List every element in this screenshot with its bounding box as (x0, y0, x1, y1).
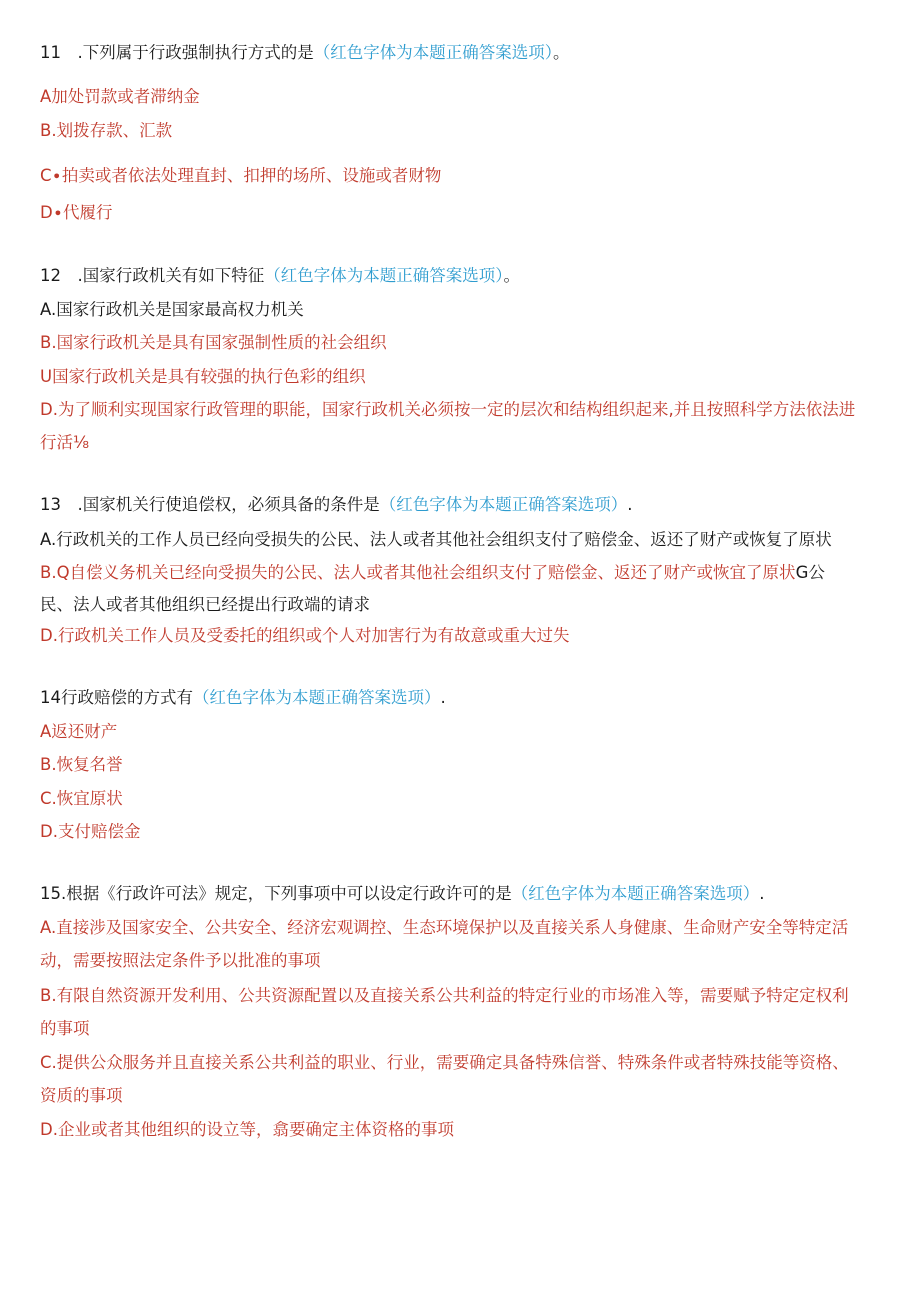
question-13-option-b: B.Q自偿义务机关已经向受损失的公民、法人或者其他社会组织支付了赔偿金、返还了财产或恢宜了原状 (40, 563, 796, 582)
question-14-option-b: B.恢复名誉 (40, 755, 123, 774)
question-12-option-a: A.国家行政机关是国家最高权力机关 (40, 300, 304, 319)
question-14-hint: （红色字体为本题正确答案选项） (193, 688, 441, 707)
question-15-option-b-line2: 的事项 (40, 1019, 90, 1038)
question-15-option-b-line1: B.有限自然资源开发利用、公共资源配置以及直接关系公共利益的特定行业的市场准入等，需要赋予特定定权利 (40, 986, 849, 1005)
question-15-option-c-line1: C.提供公众服务并且直接关系公共利益的职业、行业，需要确定具备特殊信誉、特殊条件或者特殊技能等资格、 (40, 1053, 849, 1072)
question-15-option-a-line1: A.直接涉及国家安全、公共安全、经济宏观调控、生态环境保护以及直接关系人身健康、生命财产安全等特定活 (40, 918, 849, 937)
question-14-option-d: D.支付赔偿金 (40, 822, 141, 841)
question-13-option-c-start: G公 (795, 563, 825, 582)
question-13-option-c-line2: 民、法人或者其他组织已经提出行政端的请求 (40, 595, 370, 614)
question-15-stem-text: 15.根据《行政许可法》规定，下列事项中可以设定行政许可的是 (40, 884, 512, 903)
question-14-stem-end: . (440, 688, 446, 707)
question-14-option-c: C.恢宜原状 (40, 789, 123, 808)
question-12-option-c: U国家行政机关是具有较强的执行色彩的组织 (40, 367, 366, 386)
question-13-option-d: D.行政机关工作人员及受委托的组织或个人对加害行为有故意或重大过失 (40, 626, 570, 645)
question-15-option-d: D.企业或者其他组织的设立等，翕要确定主体资格的事项 (40, 1120, 454, 1139)
question-11-stem (40, 42, 885, 64)
question-15-option-a-line2: 动，需要按照法定条件予以批准的事项 (40, 951, 321, 970)
question-15-stem (40, 883, 885, 905)
question-15-stem-end: . (759, 884, 765, 903)
question-13-hint: （红色字体为本题正确答案选项） (379, 495, 628, 514)
question-11-hint: （红色字体为本题正确答案选项） (313, 43, 553, 62)
question-13-stem-text: 13 .国家机关行使追偿权，必须具备的条件是 (40, 495, 380, 514)
question-13-stem (40, 494, 885, 516)
question-13-option-b-line1 (40, 562, 885, 584)
question-14-option-a: A返还财产 (40, 722, 118, 741)
question-11-option-b: B.划拨存款、汇款 (40, 121, 173, 140)
question-11-stem-text: 11 .下列属于行政强制执行方式的是 (40, 43, 314, 62)
question-15-option-c-line2: 资质的事项 (40, 1086, 123, 1105)
question-12-stem (40, 265, 885, 287)
question-14-stem-text: 14行政赔偿的方式有 (40, 688, 193, 707)
question-11-option-d: D∙代履行 (40, 203, 113, 222)
question-11-stem-end: 。 (553, 43, 570, 62)
question-12-stem-text: 12 .国家行政机关有如下特征 (40, 266, 265, 285)
question-11-option-c: C∙拍卖或者依法处理直封、扣押的场所、设施或者财物 (40, 166, 442, 185)
question-12-option-d-line1: D.为了顺利实现国家行政管理的职能，国家行政机关必须按一定的层次和结构组织起来,并且按照科学方法依法进 (40, 400, 856, 419)
question-12-option-d-line2: 行活⅛ (40, 433, 89, 452)
question-12-stem-end: 。 (503, 266, 520, 285)
question-15-hint: （红色字体为本题正确答案选项） (511, 884, 760, 903)
question-13-option-a: A.行政机关的工作人员已经向受损失的公民、法人或者其他社会组织支付了赔偿金、返还了财产或恢复了原状 (40, 530, 832, 549)
question-11-option-a: A加处罚款或者滞纳金 (40, 87, 200, 106)
question-14-stem (40, 687, 885, 709)
question-12-hint: （红色字体为本题正确答案选项） (264, 266, 504, 285)
question-12-option-b: B.国家行政机关是具有国家强制性质的社会组织 (40, 333, 387, 352)
question-13-stem-end: . (627, 495, 633, 514)
